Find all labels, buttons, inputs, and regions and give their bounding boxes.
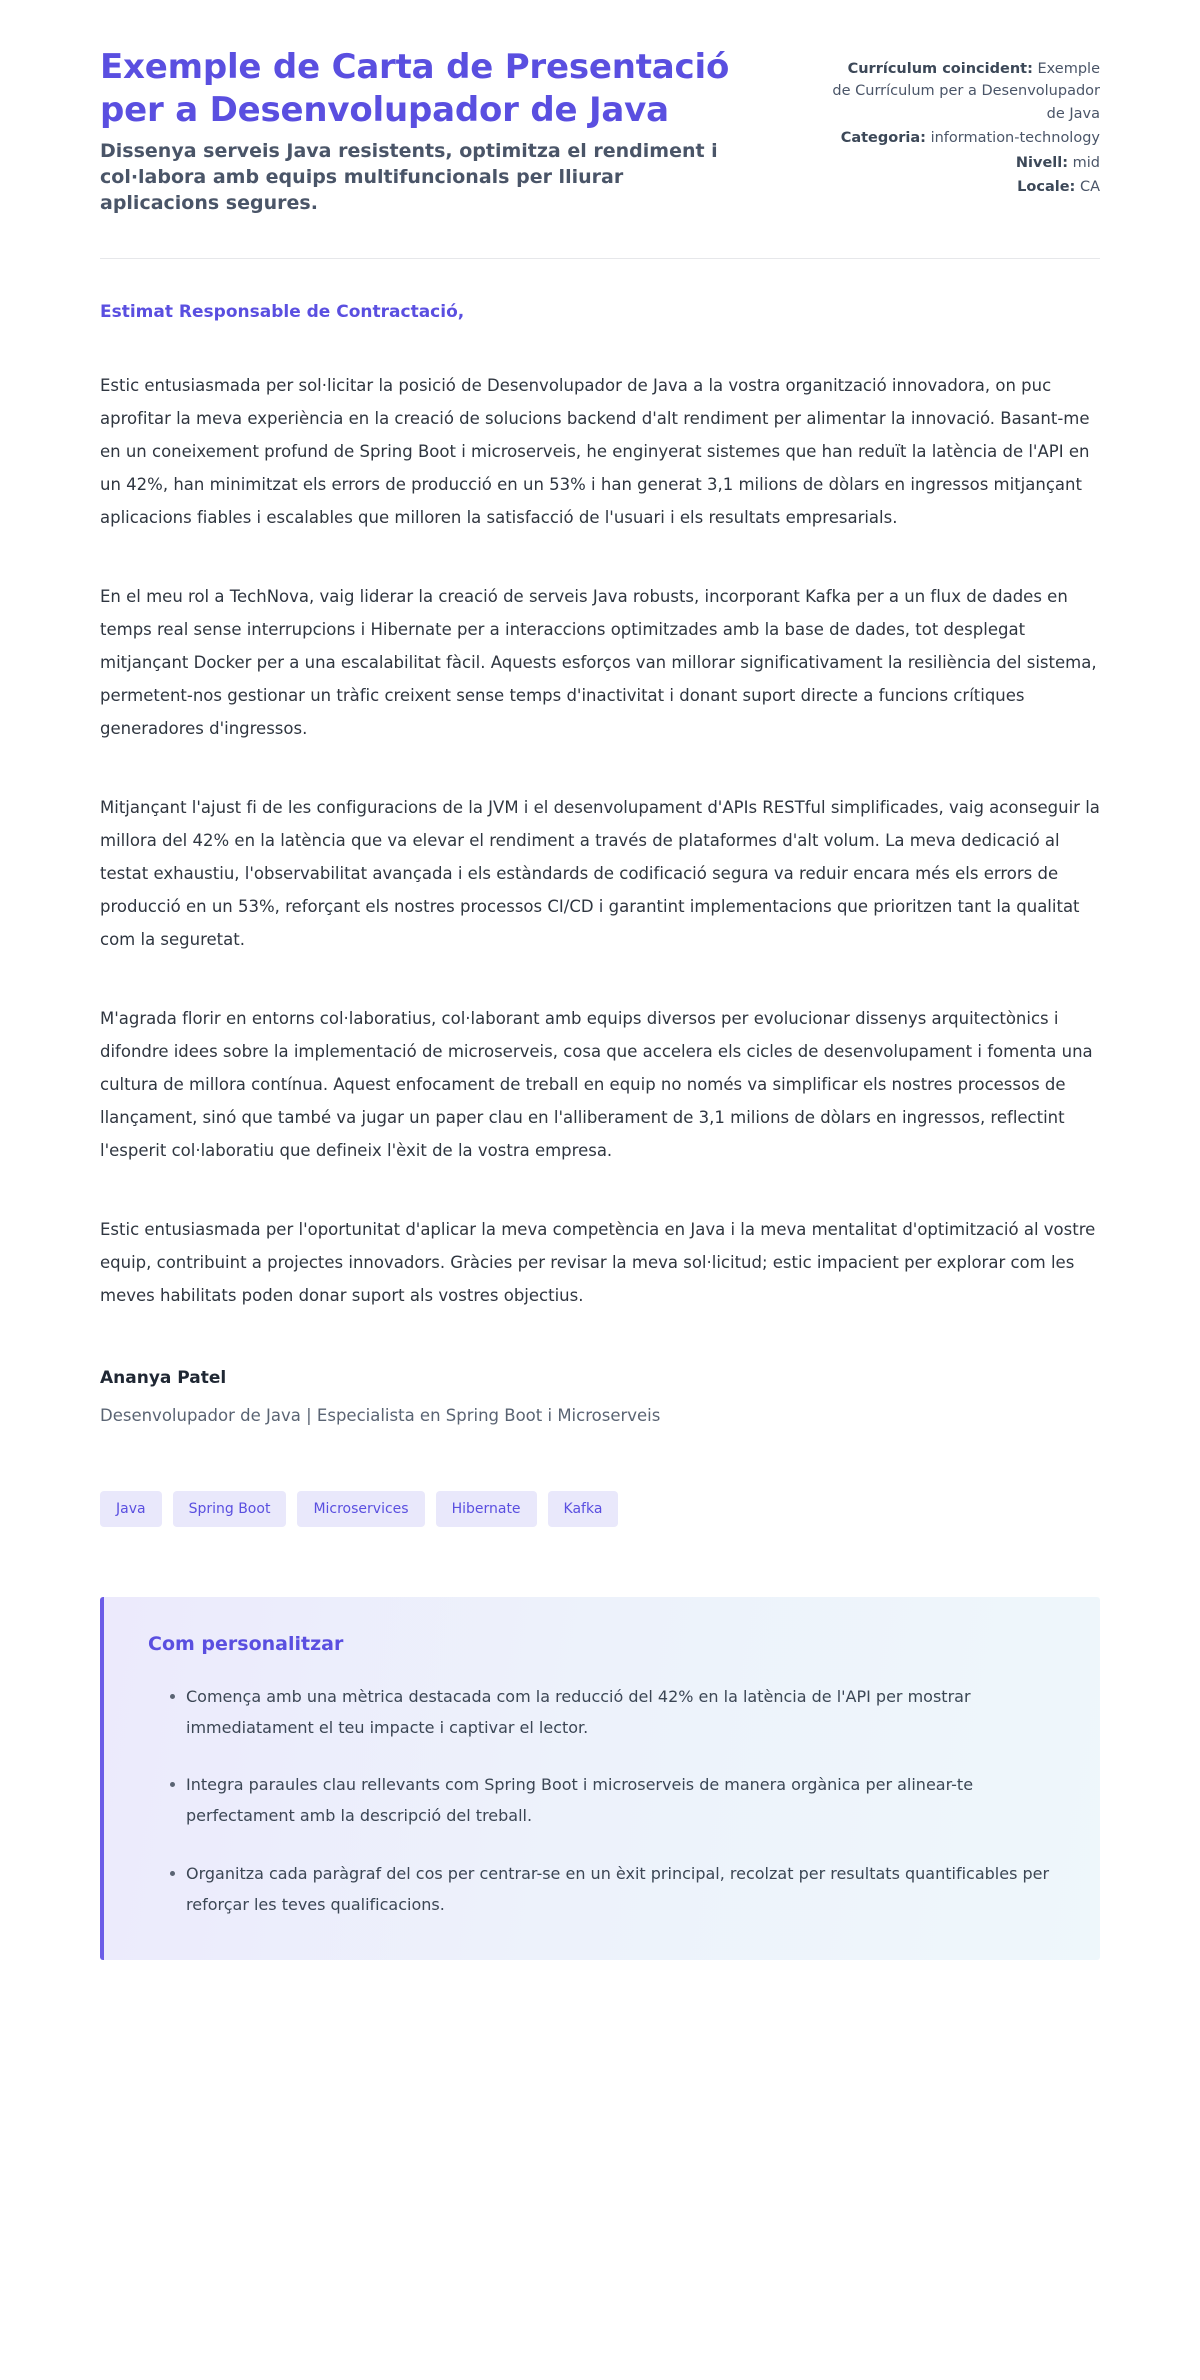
- skill-tag[interactable]: Hibernate: [436, 1491, 537, 1527]
- body-paragraph: M'agrada florir en entorns col·laboratius, col·laborant amb equips diversos per evolucionar dissenys arquitectònics i difondre idees sobre la implementació de microserveis, cosa que accelera els cicles de desenvolupament i fomenta una cultura de millora contínua. Aquest enfocament de treball en equip no només va simplificar els nostres processos de llançament, sinó que també va jugar un paper clau en l'alliberament de 3,1 milions de dòlars en ingressos, reflectint l'esperit col·laboratiu que defineix l'èxit de la vostra empresa.: [100, 1009, 1093, 1161]
- letter-body: [100, 259, 1100, 1429]
- page-subtitle: Dissenya serveis Java resistents, optimitza el rendiment i col·labora amb equips multifuncionals per lliurar aplicacions segures.: [100, 139, 718, 215]
- skill-tag[interactable]: Java: [100, 1491, 162, 1527]
- skill-tag[interactable]: Microservices: [297, 1491, 424, 1527]
- metadata-locale: [832, 176, 1100, 198]
- document-metadata: [832, 46, 1100, 201]
- level-label: Nivell:: [1015, 154, 1069, 171]
- matching-resume-value: Exemple de Currículum per a Desenvolupador de Java: [832, 61, 1100, 122]
- header-title-block: [100, 46, 730, 216]
- category-label: Categoria:: [840, 130, 926, 147]
- matching-resume-label: Currículum coincident:: [847, 61, 1033, 77]
- callout-tip-item: Comença amb una mètrica destacada com la reducció del 42% en la latència de l'API per mostrar immediatament el teu impacte i captivar el lector.: [170, 1681, 1056, 1743]
- callout-tip-item: Organitza cada paràgraf del cos per centrar-se en un èxit principal, recolzat per resultats quantificables per reforçar les teves qualificacions.: [170, 1858, 1056, 1920]
- skill-tag[interactable]: Kafka: [548, 1491, 619, 1527]
- body-paragraph: Mitjançant l'ajust fi de les configuracions de la JVM i el desenvolupament d'APIs RESTful simplificades, vaig aconseguir la millora del 42% en la latència que va elevar el rendiment a través de plataformes d'alt volum. La meva dedicació al testat exhaustiu, l'observabilitat avançada i els estàndards de codificació segura va reduir encara més els errors de producció en un 53%, reforçant els nostres processos CI/CD i garantint implementacions que prioritzen tant la qualitat com la seguretat.: [100, 798, 1100, 950]
- metadata-level: [832, 152, 1100, 174]
- body-paragraph: Estic entusiasmada per l'oportunitat d'aplicar la meva competència en Java i la meva mentalitat d'optimització al vostre equip, contribuint a projectes innovadors. Gràcies per revisar la meva sol·licitud; estic impacient per explorar com les meves habilitats poden donar suport als vostres objectius.: [100, 1220, 1096, 1306]
- locale-label: Locale:: [1017, 179, 1076, 196]
- category-value: information-technology: [930, 130, 1100, 147]
- body-paragraph: En el meu rol a TechNova, vaig liderar la creació de serveis Java robusts, incorporant Kafka per a un flux de dades en temps real sense interrupcions i Hibernate per a interaccions optimitzades amb la base de dades, tot desplegat mitjançant Docker per a una escalabilitat fàcil. Aquests esforços van millorar significativament la resiliència del sistema, permetent-nos gestionar un tràfic creixent sense temps d'inactivitat i donant suport directe a funcions crítiques generadores d'ingressos.: [100, 587, 1097, 739]
- callout-tip-list: [148, 1681, 1056, 1920]
- metadata-category: [832, 127, 1100, 149]
- signer-role: Desenvolupador de Java | Especialista en Spring Boot i Microserveis: [100, 1406, 661, 1426]
- salutation: Estimat Responsable de Contractació,: [100, 302, 465, 323]
- body-paragraph: Estic entusiasmada per sol·licitar la posició de Desenvolupador de Java a la vostra organització innovadora, on puc aprofitar la meva experiència en la creació de solucions backend d'alt rendiment per alimentar la innovació. Basant-me en un coneixement profund de Spring Boot i microserveis, he enginyerat sistemes que han reduït la latència de l'API en un 42%, han minimitzat els errors de producció en un 53% i han generat 3,1 milions de dòlars en ingressos mitjançant aplicacions fiables i escalables que milloren la satisfacció de l'usuari i els resultats empresarials.: [100, 376, 1090, 528]
- skill-tag-list: [100, 1491, 1100, 1527]
- callout-tip-item: Integra paraules clau rellevants com Spring Boot i microserveis de manera orgànica per alinear-te perfectament amb la descripció del treball.: [170, 1769, 1056, 1831]
- locale-value: CA: [1079, 179, 1100, 196]
- how-to-customize-callout: [100, 1597, 1100, 1960]
- skill-tag[interactable]: Spring Boot: [173, 1491, 287, 1527]
- signer-name: Ananya Patel: [100, 1368, 227, 1389]
- page-title: Exemple de Carta de Presentació per a Desenvolupador de Java: [100, 47, 730, 130]
- callout-title: Com personalitzar: [148, 1632, 344, 1655]
- signature-block: [100, 1368, 1100, 1429]
- metadata-matching-resume: [832, 58, 1100, 125]
- level-value: mid: [1072, 154, 1100, 171]
- page-header: [100, 46, 1100, 216]
